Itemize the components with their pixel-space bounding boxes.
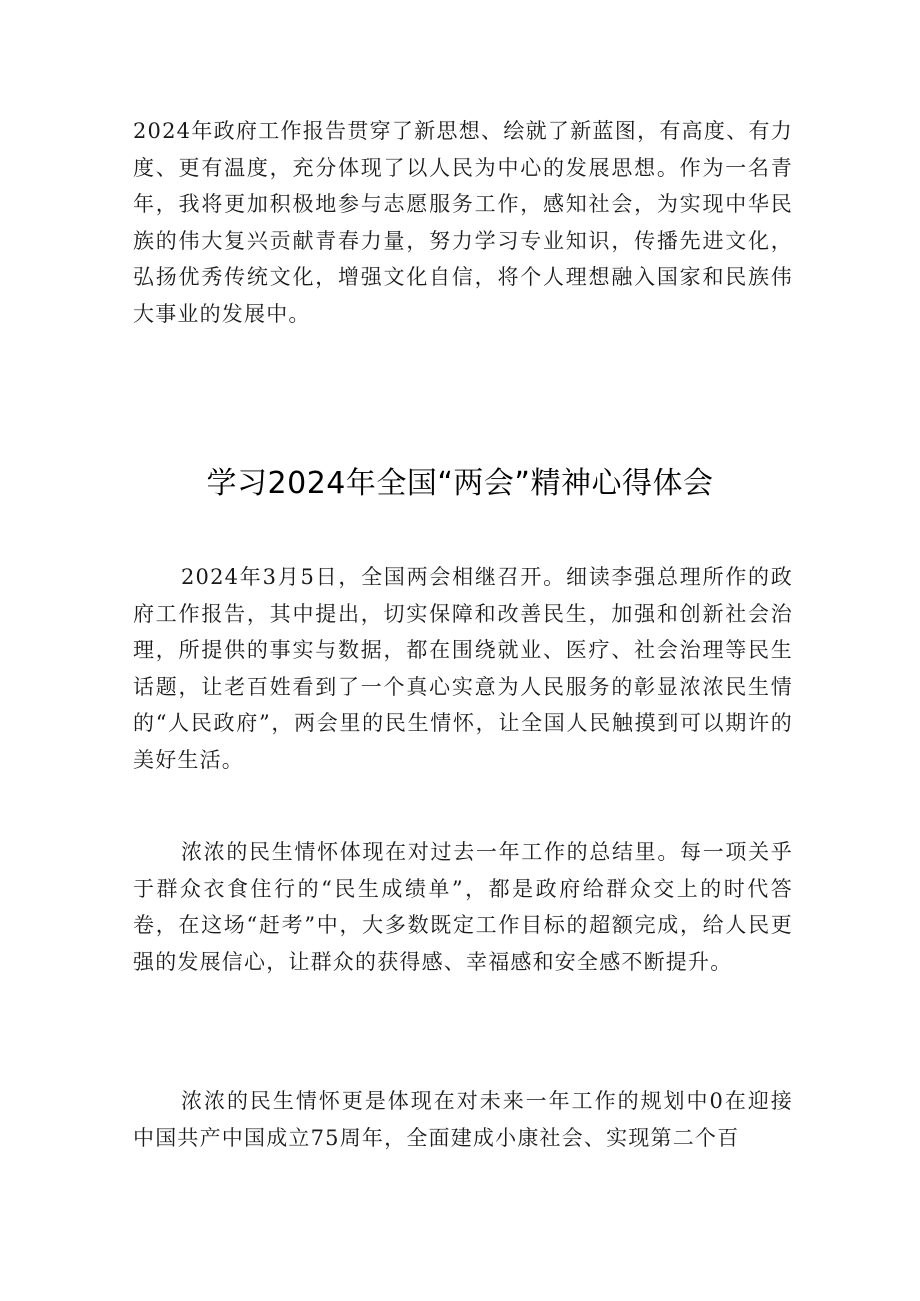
body-paragraph-1: 2024年3月5日，全国两会相继召开。细读李强总理所作的政府工作报告，其中提出，切实保障和改善民生，加强和创新社会治理，所提供的事实与数据，都在围绕就业、医疗、社会治理等民生话题，让老百姓看到了一个真心实意为人民服务的彰显浓浓民生情的“人民政府”，两会里的民生情怀，让全国人民触摸到可以期许的美好生活。 [133, 565, 793, 772]
page-title: 学习2024年全国“两会”精神心得体会 [206, 466, 714, 501]
body-paragraph-2: 浓浓的民生情怀体现在对过去一年工作的总结里。每一项关乎于群众衣食住行的“民生成绩单”，都是政府给群众交上的时代答卷，在这场“赶考”中，大多数既定工作目标的超额完成，给人民更强的发展信心，让群众的获得感、幸福感和安全感不断提升。 [133, 840, 793, 974]
body-paragraph-3: 浓浓的民生情怀更是体现在对未来一年工作的规划中0在迎接中国共产中国成立75周年，全面建成小康社会、实现第二个百 [133, 1089, 793, 1150]
intro-paragraph: 2024年政府工作报告贯穿了新思想、绘就了新蓝图，有高度、有力度、更有温度，充分体现了以人民为中心的发展思想。作为一名青年，我将更加积极地参与志愿服务工作，感知社会，为实现中华民族的伟大复兴贡献青春力量，努力学习专业知识，传播先进文化，弘扬优秀传统文化，增强文化自信，将个人理想融入国家和民族伟大事业的发展中。 [133, 119, 793, 326]
